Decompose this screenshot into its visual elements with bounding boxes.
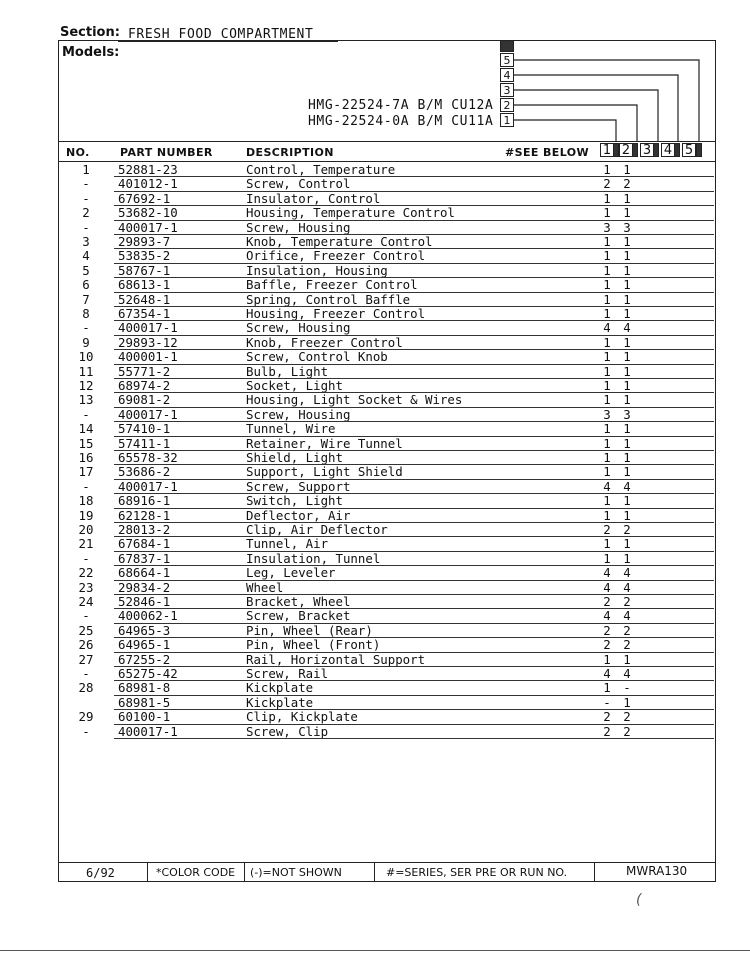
footer-not-shown: (-)=NOT SHOWN [250, 866, 342, 879]
part-number: 68981-8 [118, 680, 171, 696]
quantity-series-1: 1 [603, 421, 611, 437]
part-number: 57411-1 [118, 435, 171, 451]
part-description: Screw, Housing [246, 219, 351, 235]
part-description: Baffle, Freezer Control [246, 277, 418, 293]
part-number: 67354-1 [118, 306, 171, 321]
part-description: Screw, Housing [246, 320, 351, 336]
row-number: 23 [78, 579, 94, 595]
row-number: 27 [78, 651, 94, 667]
quantity-series-2: 1 [623, 694, 631, 710]
model-name-1: HMG-22524-0A B/M CU11A [308, 114, 494, 129]
row-number: 2 [82, 205, 90, 221]
table-row [60, 581, 716, 595]
part-number: 401012-1 [118, 176, 178, 192]
quantity-series-2: 2 [623, 637, 631, 653]
row-number: 17 [78, 464, 94, 480]
part-number: 400017-1 [118, 723, 178, 739]
part-description: Leg, Leveler [246, 565, 336, 581]
quantity-series-2: 1 [623, 162, 631, 177]
part-description: Housing, Freezer Control [246, 306, 426, 321]
quantity-series-2: 1 [623, 291, 631, 307]
series-col-3: 3 [640, 143, 654, 157]
series-col-1: 1 [600, 143, 614, 157]
scan-mark: ( [636, 892, 642, 908]
column-header-description: DESCRIPTION [246, 146, 334, 159]
row-number: 20 [78, 522, 94, 537]
row-number: 24 [78, 594, 94, 609]
part-description: Knob, Freezer Control [246, 334, 403, 350]
quantity-series-1: 1 [603, 680, 611, 696]
table-row [60, 293, 716, 307]
footer-doc-id: MWRA130 [626, 864, 688, 878]
quantity-series-1: 4 [603, 666, 611, 681]
quantity-series-2: 1 [623, 334, 631, 350]
table-row [60, 408, 716, 422]
quantity-series-2: 1 [623, 421, 631, 437]
quantity-series-1: 1 [603, 464, 611, 480]
part-number: 65275-42 [118, 666, 178, 681]
quantity-series-2: 1 [623, 435, 631, 451]
quantity-series-2: - [623, 680, 631, 696]
table-row [60, 480, 716, 494]
quantity-series-1: 2 [603, 622, 611, 638]
row-number: 6 [82, 277, 90, 293]
part-description: Bulb, Light [246, 363, 329, 379]
table-row [60, 494, 716, 508]
quantity-series-1: 4 [603, 320, 611, 336]
quantity-series-2: 2 [623, 709, 631, 725]
table-row [60, 552, 716, 566]
row-number: - [82, 666, 90, 681]
table-row [60, 206, 716, 220]
quantity-series-1: 1 [603, 378, 611, 393]
row-number: - [82, 176, 90, 192]
table-row [60, 638, 716, 652]
quantity-series-2: 4 [623, 565, 631, 581]
table-row [60, 595, 716, 609]
row-number: 7 [82, 291, 90, 307]
part-description: Screw, Rail [246, 666, 329, 681]
row-number: 25 [78, 622, 94, 638]
part-description: Screw, Control [246, 176, 351, 192]
part-number: 67255-2 [118, 651, 171, 667]
table-row [60, 681, 716, 695]
table-row [60, 307, 716, 321]
quantity-series-2: 1 [623, 234, 631, 249]
row-number: 16 [78, 450, 94, 465]
quantity-series-1: 2 [603, 709, 611, 725]
quantity-series-1: 1 [603, 306, 611, 321]
table-row [60, 192, 716, 206]
quantity-series-2: 1 [623, 363, 631, 379]
quantity-series-2: 1 [623, 378, 631, 393]
table-row [60, 509, 716, 523]
part-description: Control, Temperature [246, 162, 396, 177]
quantity-series-2: 3 [623, 219, 631, 235]
table-row [60, 221, 716, 235]
row-number: 15 [78, 435, 94, 451]
part-description: Deflector, Air [246, 507, 351, 523]
part-number: 60100-1 [118, 709, 171, 725]
row-number: 28 [78, 680, 94, 696]
part-number: 68613-1 [118, 277, 171, 293]
row-number: 29 [78, 709, 94, 725]
row-number: 4 [82, 248, 90, 264]
model-name-2: HMG-22524-7A B/M CU12A [308, 98, 494, 113]
row-number: 21 [78, 536, 94, 552]
part-number: 53682-10 [118, 205, 178, 221]
table-row [60, 350, 716, 364]
part-number: 400017-1 [118, 320, 178, 336]
part-number: 52846-1 [118, 594, 171, 609]
part-number: 68981-5 [118, 694, 171, 710]
row-number: 11 [78, 363, 94, 379]
footer-series-note: #=SERIES, SER PRE OR RUN NO. [386, 866, 568, 879]
table-row [60, 437, 716, 451]
row-number: - [82, 219, 90, 235]
quantity-series-1: 1 [603, 507, 611, 523]
quantity-series-2: 1 [623, 306, 631, 321]
table-row [60, 365, 716, 379]
model-box-3: 3 [500, 83, 514, 97]
table-row [60, 393, 716, 407]
row-number: - [82, 478, 90, 494]
table-row [60, 710, 716, 724]
quantity-series-1: 1 [603, 450, 611, 465]
quantity-series-1: 1 [603, 262, 611, 278]
part-number: 58767-1 [118, 262, 171, 278]
part-number: 400017-1 [118, 478, 178, 494]
row-number: - [82, 406, 90, 422]
table-row [60, 264, 716, 278]
part-description: Insulation, Tunnel [246, 550, 381, 566]
quantity-series-1: 2 [603, 637, 611, 653]
quantity-series-2: 4 [623, 478, 631, 494]
row-number: 19 [78, 507, 94, 523]
quantity-series-1: 1 [603, 162, 611, 177]
quantity-series-2: 4 [623, 579, 631, 595]
table-row [60, 624, 716, 638]
part-number: 29893-7 [118, 234, 171, 249]
row-number: - [82, 723, 90, 739]
column-header-part-number: PART NUMBER [120, 146, 213, 159]
part-number: 52881-23 [118, 162, 178, 177]
table-row [60, 177, 716, 191]
part-description: Screw, Bracket [246, 608, 351, 624]
part-number: 67684-1 [118, 536, 171, 552]
quantity-series-1: 3 [603, 406, 611, 422]
quantity-series-1: 4 [603, 608, 611, 624]
row-number: 8 [82, 306, 90, 321]
part-description: Kickplate [246, 694, 314, 710]
series-col-4: 4 [661, 143, 675, 157]
quantity-series-2: 2 [623, 723, 631, 739]
row-number: 9 [82, 334, 90, 350]
quantity-series-1: 1 [603, 651, 611, 667]
quantity-series-1: 1 [603, 334, 611, 350]
column-header-no: NO. [66, 146, 90, 159]
footer-date: 6/92 [86, 866, 115, 880]
part-number: 53835-2 [118, 248, 171, 264]
part-number: 29834-2 [118, 579, 171, 595]
part-description: Screw, Housing [246, 406, 351, 422]
part-description: Insulator, Control [246, 190, 381, 206]
row-number: 18 [78, 493, 94, 509]
part-number: 53686-2 [118, 464, 171, 480]
part-description: Tunnel, Air [246, 536, 329, 552]
part-number: 400001-1 [118, 349, 178, 365]
part-description: Knob, Temperature Control [246, 234, 433, 249]
table-row [60, 278, 716, 292]
quantity-series-1: 2 [603, 594, 611, 609]
part-description: Bracket, Wheel [246, 594, 351, 609]
table-row [60, 235, 716, 249]
quantity-series-2: 4 [623, 608, 631, 624]
quantity-series-1: 3 [603, 219, 611, 235]
part-description: Switch, Light [246, 493, 343, 509]
part-number: 28013-2 [118, 522, 171, 537]
table-row [60, 696, 716, 710]
quantity-series-1: 1 [603, 435, 611, 451]
quantity-series-1: 1 [603, 550, 611, 566]
quantity-series-2: 1 [623, 277, 631, 293]
quantity-series-1: 1 [603, 205, 611, 221]
column-header-see-below: #SEE BELOW [505, 146, 589, 159]
quantity-series-2: 1 [623, 349, 631, 365]
part-description: Pin, Wheel (Front) [246, 637, 381, 653]
part-description: Pin, Wheel (Rear) [246, 622, 373, 638]
table-row [60, 609, 716, 623]
quantity-series-2: 4 [623, 320, 631, 336]
quantity-series-2: 1 [623, 392, 631, 408]
quantity-series-2: 1 [623, 450, 631, 465]
part-description: Orifice, Freezer Control [246, 248, 426, 264]
quantity-series-1: 2 [603, 522, 611, 537]
quantity-series-1: 4 [603, 565, 611, 581]
part-description: Shield, Light [246, 450, 343, 465]
row-number: - [82, 320, 90, 336]
part-number: 29893-12 [118, 334, 178, 350]
part-number: 64965-1 [118, 637, 171, 653]
table-row [60, 379, 716, 393]
quantity-series-1: 1 [603, 349, 611, 365]
part-description: Socket, Light [246, 378, 343, 393]
part-description: Housing, Light Socket & Wires [246, 392, 463, 408]
part-number: 67837-1 [118, 550, 171, 566]
row-number: 12 [78, 378, 94, 393]
table-row [60, 163, 716, 177]
part-number: 65578-32 [118, 450, 178, 465]
row-number: 1 [82, 162, 90, 177]
table-row [60, 537, 716, 551]
part-description: Clip, Air Deflector [246, 522, 388, 537]
part-number: 62128-1 [118, 507, 171, 523]
quantity-series-1: - [603, 694, 611, 710]
table-row [60, 465, 716, 479]
quantity-series-1: 4 [603, 579, 611, 595]
model-box-4: 4 [500, 68, 514, 82]
models-label: Models: [62, 45, 120, 60]
part-description: Housing, Temperature Control [246, 205, 455, 221]
table-row [60, 451, 716, 465]
part-number: 400017-1 [118, 219, 178, 235]
row-number: 13 [78, 392, 94, 408]
quantity-series-1: 4 [603, 478, 611, 494]
quantity-series-1: 1 [603, 291, 611, 307]
quantity-series-2: 1 [623, 493, 631, 509]
quantity-series-2: 1 [623, 507, 631, 523]
quantity-series-2: 1 [623, 262, 631, 278]
quantity-series-1: 2 [603, 723, 611, 739]
row-number: - [82, 608, 90, 624]
part-number: 55771-2 [118, 363, 171, 379]
row-number: - [82, 190, 90, 206]
quantity-series-2: 2 [623, 622, 631, 638]
part-number: 400062-1 [118, 608, 178, 624]
quantity-series-1: 1 [603, 234, 611, 249]
quantity-series-2: 1 [623, 550, 631, 566]
row-number: 22 [78, 565, 94, 581]
row-number: 14 [78, 421, 94, 437]
quantity-series-1: 1 [603, 493, 611, 509]
part-number: 64965-3 [118, 622, 171, 638]
quantity-series-2: 1 [623, 464, 631, 480]
quantity-series-2: 1 [623, 536, 631, 552]
table-row [60, 653, 716, 667]
part-number: 67692-1 [118, 190, 171, 206]
section-label: Section: [60, 25, 120, 40]
quantity-series-2: 1 [623, 190, 631, 206]
part-number: 57410-1 [118, 421, 171, 437]
quantity-series-2: 3 [623, 406, 631, 422]
part-description: Insulation, Housing [246, 262, 388, 278]
table-row [60, 336, 716, 350]
part-description: Screw, Control Knob [246, 349, 388, 365]
part-number: 52648-1 [118, 291, 171, 307]
row-number: 5 [82, 262, 90, 278]
quantity-series-2: 1 [623, 205, 631, 221]
row-number: 3 [82, 234, 90, 249]
quantity-series-1: 1 [603, 363, 611, 379]
table-row [60, 321, 716, 335]
part-description: Support, Light Shield [246, 464, 403, 480]
model-box-1: 1 [500, 113, 514, 127]
quantity-series-1: 1 [603, 190, 611, 206]
table-row [60, 566, 716, 580]
quantity-series-1: 1 [603, 392, 611, 408]
row-number: 26 [78, 637, 94, 653]
part-description: Rail, Horizontal Support [246, 651, 426, 667]
table-row [60, 422, 716, 436]
table-row [60, 523, 716, 537]
section-value: FRESH FOOD COMPARTMENT [128, 27, 314, 42]
quantity-series-2: 2 [623, 522, 631, 537]
part-description: Spring, Control Baffle [246, 291, 411, 307]
quantity-series-2: 1 [623, 248, 631, 264]
quantity-series-1: 1 [603, 248, 611, 264]
part-description: Retainer, Wire Tunnel [246, 435, 403, 451]
part-description: Wheel [246, 579, 284, 595]
quantity-series-2: 2 [623, 176, 631, 192]
row-number: - [82, 550, 90, 566]
part-description: Clip, Kickplate [246, 709, 358, 725]
part-number: 68916-1 [118, 493, 171, 509]
part-description: Screw, Support [246, 478, 351, 494]
table-row [60, 725, 716, 739]
part-description: Kickplate [246, 680, 314, 696]
part-number: 68664-1 [118, 565, 171, 581]
row-number: 10 [78, 349, 94, 365]
quantity-series-1: 1 [603, 536, 611, 552]
quantity-series-1: 2 [603, 176, 611, 192]
model-box-5: 5 [500, 53, 514, 67]
model-box-2: 2 [500, 98, 514, 112]
quantity-series-2: 2 [623, 594, 631, 609]
part-number: 400017-1 [118, 406, 178, 422]
footer-color-code: *COLOR CODE [156, 866, 236, 879]
part-description: Tunnel, Wire [246, 421, 336, 437]
quantity-series-2: 1 [623, 651, 631, 667]
series-col-5: 5 [682, 143, 696, 157]
part-number: 68974-2 [118, 378, 171, 393]
quantity-series-2: 4 [623, 666, 631, 681]
series-col-2: 2 [619, 143, 633, 157]
part-number: 69081-2 [118, 392, 171, 408]
quantity-series-1: 1 [603, 277, 611, 293]
table-row [60, 667, 716, 681]
part-description: Screw, Clip [246, 723, 329, 739]
table-row [60, 249, 716, 263]
